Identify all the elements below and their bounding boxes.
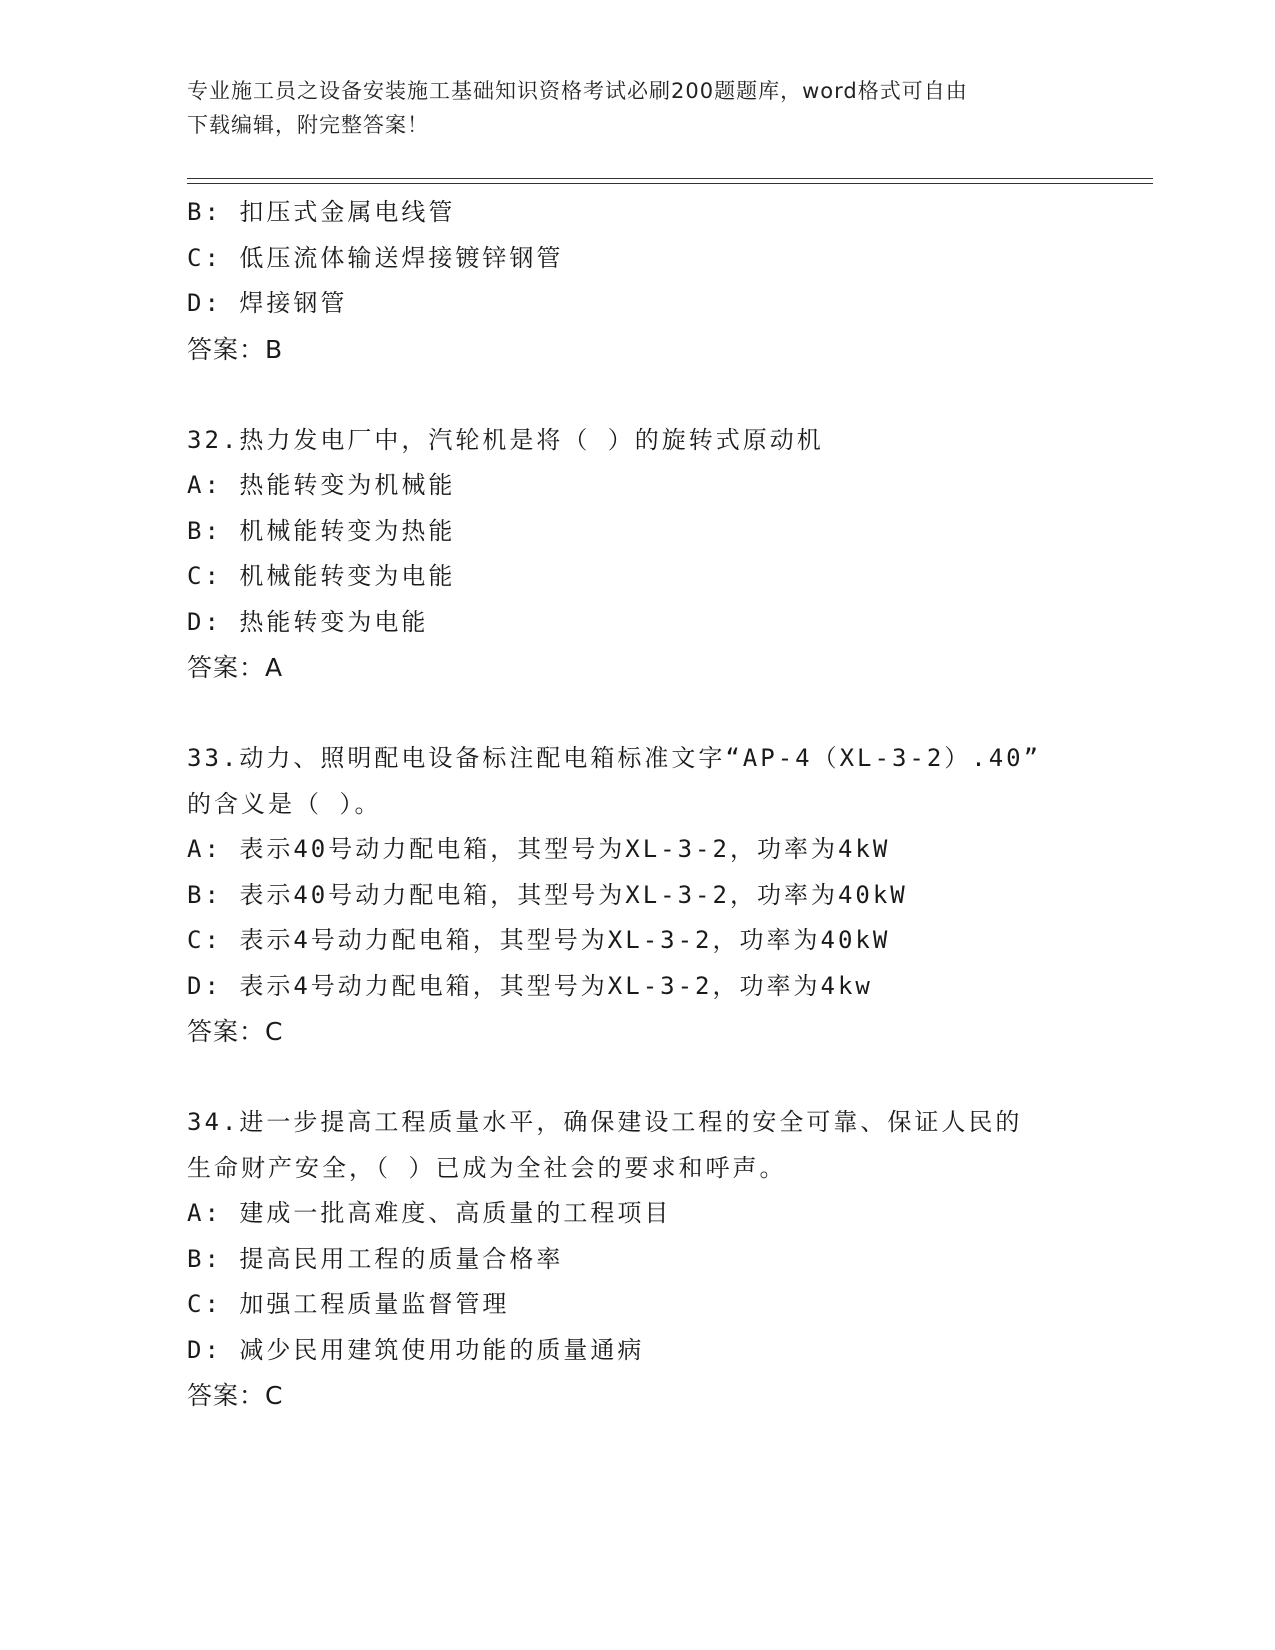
document-header bbox=[187, 74, 1067, 142]
option-d: D: 表示4号动力配电箱，其型号为XL-3-2，功率为4kw bbox=[187, 971, 873, 1000]
option-b: B: 提高民用工程的质量合格率 bbox=[187, 1244, 564, 1273]
question-32 bbox=[187, 418, 1087, 691]
option-b: B: 扣压式金属电线管 bbox=[187, 198, 456, 226]
question-33 bbox=[187, 736, 1087, 1055]
question-stem: 33.动力、照明配电设备标注配电箱标准文字“AP-4（XL-3-2）.40” bbox=[187, 744, 1042, 772]
option-c: C: 低压流体输送焊接镀锌钢管 bbox=[187, 243, 564, 272]
option-b: B: 机械能转变为热能 bbox=[187, 516, 456, 545]
question-list bbox=[187, 190, 1087, 1419]
header-rule-top bbox=[187, 178, 1153, 179]
option-c: C: 表示4号动力配电箱，其型号为XL-3-2，功率为40kW bbox=[187, 926, 891, 954]
option-a: A: 表示40号动力配电箱，其型号为XL-3-2，功率为4kW bbox=[187, 835, 891, 863]
question-spacer bbox=[187, 372, 1087, 418]
answer-line: 答案：A bbox=[187, 653, 284, 682]
option-b: B: 表示40号动力配电箱，其型号为XL-3-2，功率为40kW bbox=[187, 880, 908, 909]
option-a: A: 热能转变为机械能 bbox=[187, 471, 456, 499]
answer-line: 答案：C bbox=[187, 1381, 284, 1410]
question-stem: 32.热力发电厂中，汽轮机是将（ ）的旋转式原动机 bbox=[187, 425, 824, 454]
header-line-1: 专业施工员之设备安装施工基础知识资格考试必刷200题题库，word格式可自由 bbox=[187, 79, 968, 103]
option-c: C: 机械能转变为电能 bbox=[187, 562, 456, 590]
answer-line: 答案：B bbox=[187, 334, 284, 364]
header-line-2: 下载编辑，附完整答案！ bbox=[187, 113, 429, 137]
header-rule-bottom bbox=[187, 183, 1153, 184]
option-a: A: 建成一批高难度、高质量的工程项目 bbox=[187, 1199, 672, 1227]
question-stem-continued: 的含义是（ ）。 bbox=[187, 789, 382, 818]
question-stem-continued: 生命财产安全，（ ）已成为全社会的要求和呼声。 bbox=[187, 1153, 787, 1182]
option-c: C: 加强工程质量监督管理 bbox=[187, 1290, 510, 1318]
option-d: D: 焊接钢管 bbox=[187, 289, 348, 317]
answer-line: 答案：C bbox=[187, 1017, 284, 1046]
question-spacer bbox=[187, 691, 1087, 737]
question-stem: 34.进一步提高工程质量水平，确保建设工程的安全可靠、保证人民的 bbox=[187, 1108, 1023, 1136]
option-d: D: 减少民用建筑使用功能的质量通病 bbox=[187, 1335, 645, 1364]
question-spacer bbox=[187, 1055, 1087, 1101]
question-31-continued bbox=[187, 190, 1087, 372]
question-34 bbox=[187, 1100, 1087, 1419]
option-d: D: 热能转变为电能 bbox=[187, 607, 429, 636]
